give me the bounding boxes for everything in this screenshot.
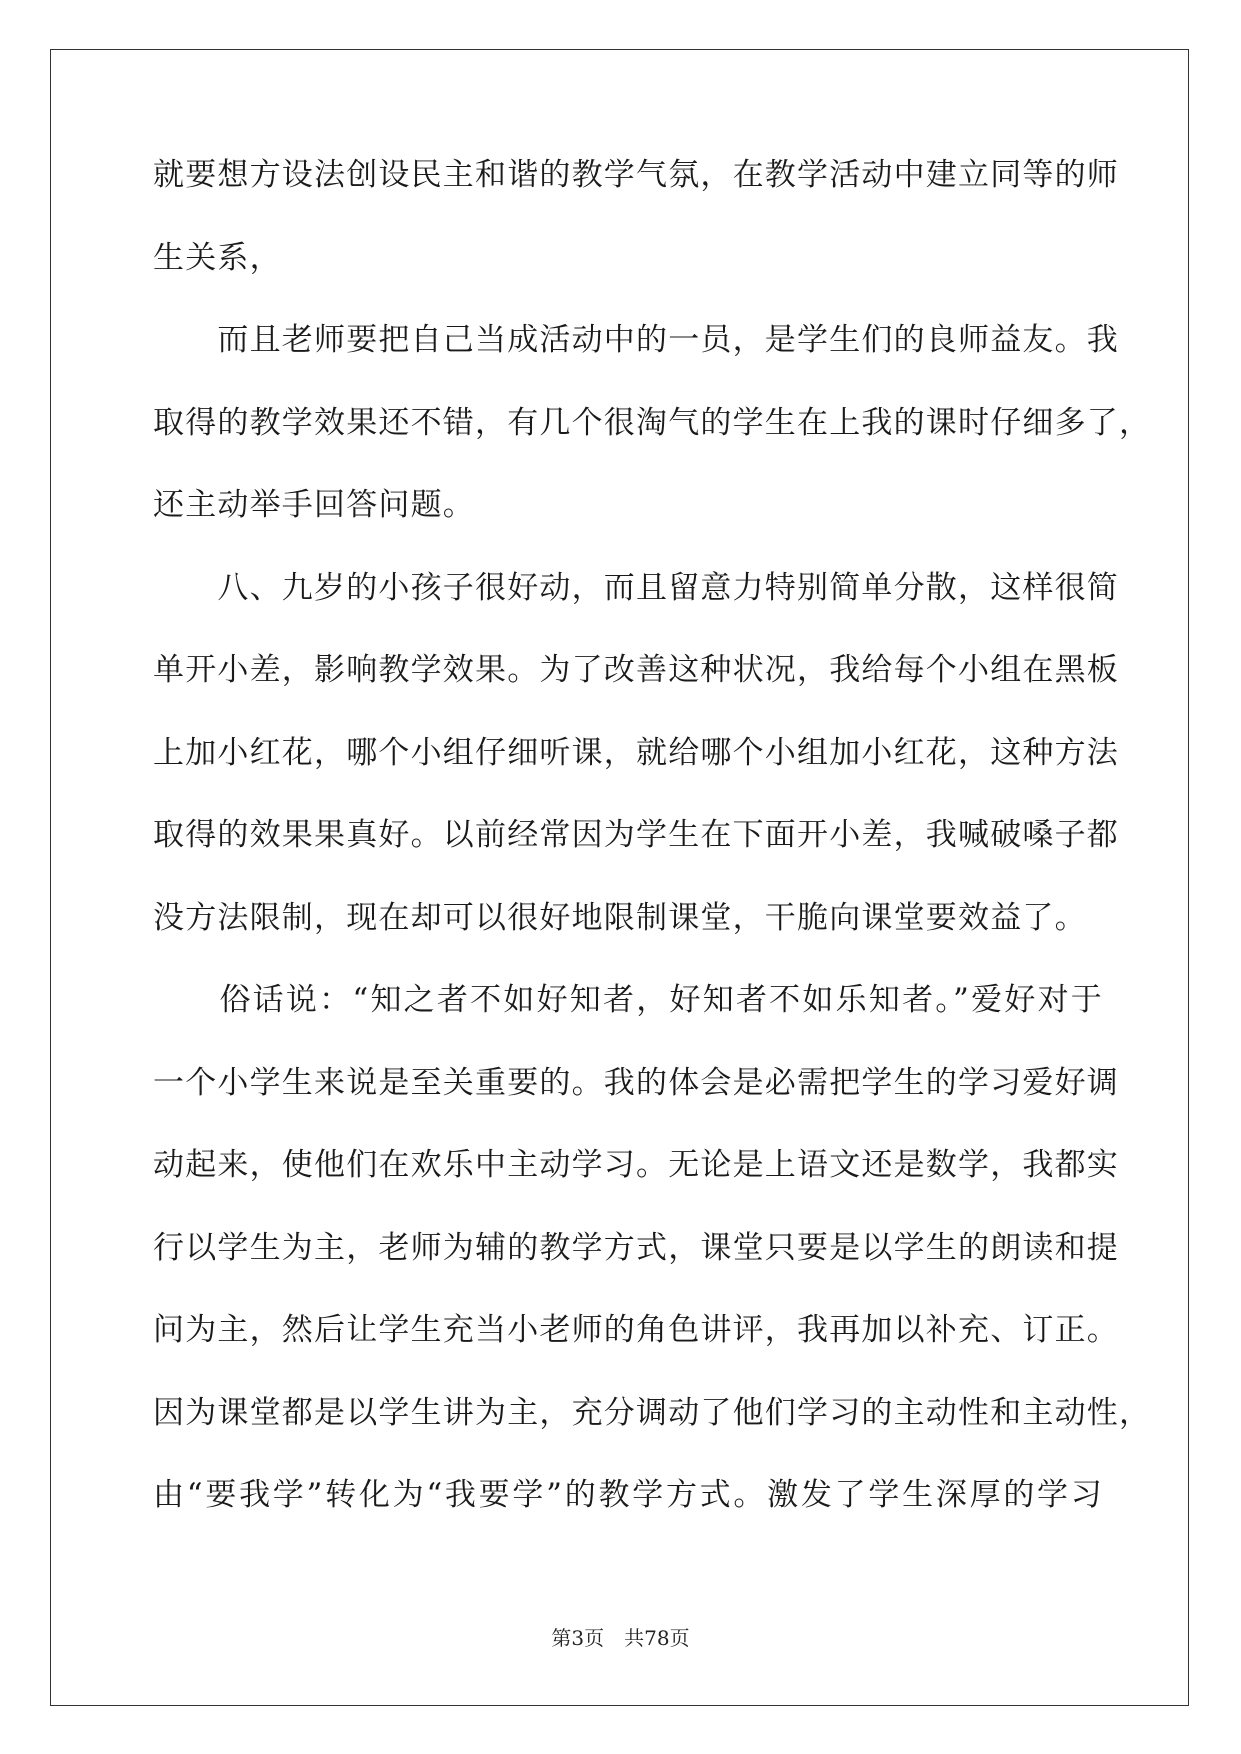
text-line: 就要想方设法创设民主和谐的教学气氛，在教学活动中建立同等的师 xyxy=(153,157,1119,193)
page-footer xyxy=(0,1622,1241,1651)
page-total: 共78页 xyxy=(624,1626,690,1650)
text-line: 问为主，然后让学生充当小老师的角色讲评，我再加以补充、订正。 xyxy=(153,1312,1119,1348)
text-line: 俗话说：“知之者不如好知者，好知者不如乐知者。”爱好对于 xyxy=(153,982,1103,1018)
text-line: 而且老师要把自己当成活动中的一员，是学生们的良师益友。我 xyxy=(153,322,1119,358)
text-line: 因为课堂都是以学生讲为主，充分调动了他们学习的主动性和主动性， xyxy=(153,1394,1152,1431)
text-line: 动起来，使他们在欢乐中主动学习。无论是上语文还是数学，我都实 xyxy=(153,1147,1119,1183)
text-line: 由“要我学”转化为“我要学”的教学方式。激发了学生深厚的学习 xyxy=(153,1477,1103,1513)
text-line: 八、九岁的小孩子很好动，而且留意力特别简单分散，这样很简 xyxy=(153,569,1119,606)
text-line: 单开小差，影响教学效果。为了改善这种状况，我给每个小组在黑板 xyxy=(153,652,1119,688)
text-line: 上加小红花，哪个小组仔细听课，就给哪个小组加小红花，这种方法 xyxy=(153,734,1119,771)
text-line: 还主动举手回答问题。 xyxy=(153,487,475,523)
text-line: 没方法限制，现在却可以很好地限制课堂，干脆向课堂要效益了。 xyxy=(153,899,1087,936)
text-line: 取得的教学效果还不错，有几个很淘气的学生在上我的课时仔细多了， xyxy=(153,404,1152,441)
text-line: 一个小学生来说是至关重要的。我的体会是必需把学生的学习爱好调 xyxy=(153,1064,1119,1101)
document-body xyxy=(153,157,1152,1563)
page-number: 第3页 xyxy=(551,1626,605,1650)
text-line: 取得的效果果真好。以前经常因为学生在下面开小差，我喊破嗓子都 xyxy=(153,817,1119,853)
text-line: 生关系， xyxy=(153,239,282,276)
text-line: 行以学生为主，老师为辅的教学方式，课堂只要是以学生的朗读和提 xyxy=(153,1229,1119,1266)
